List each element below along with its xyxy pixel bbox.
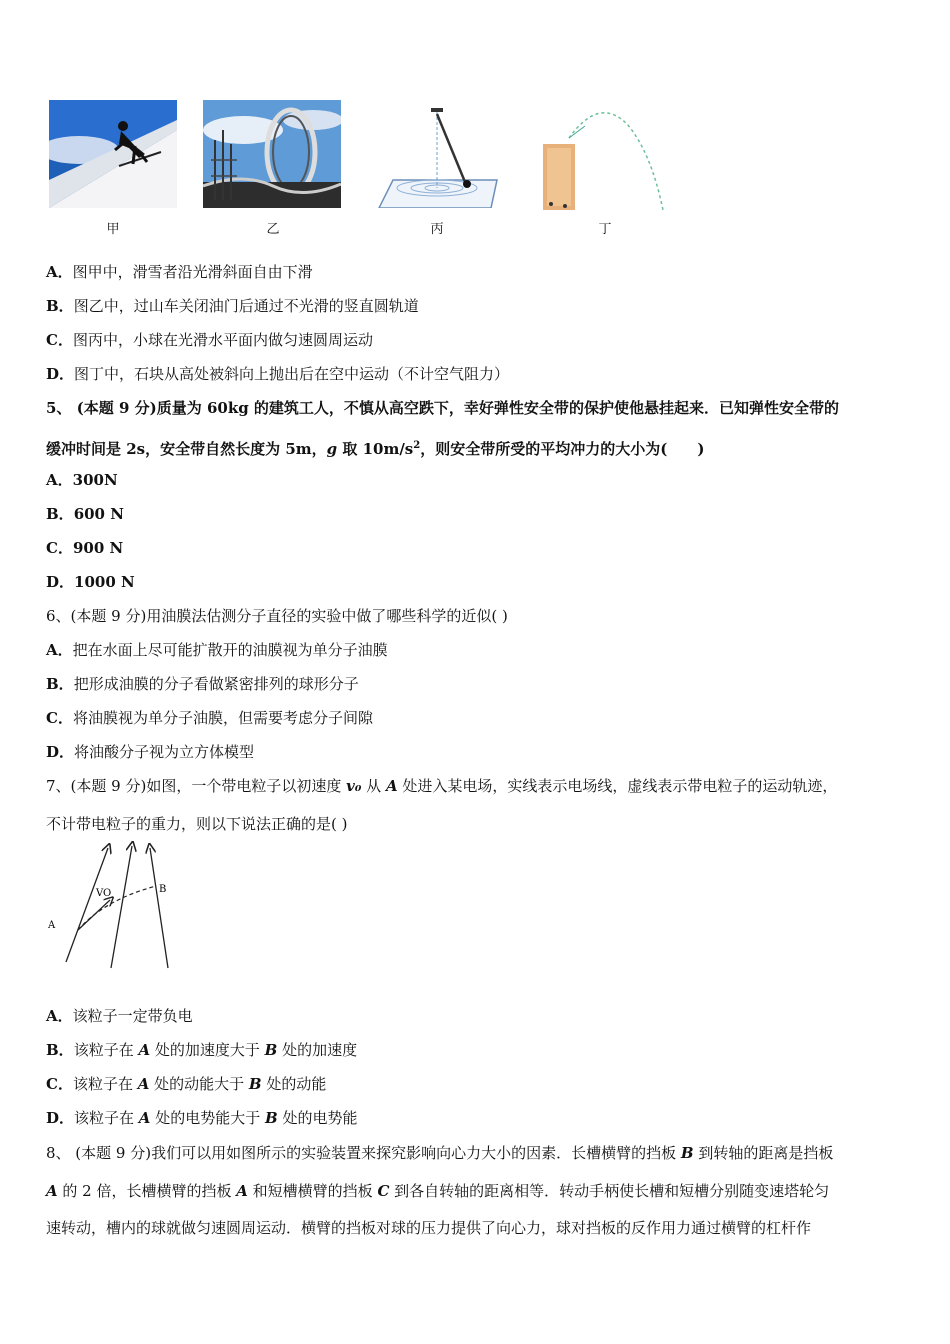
q8-text: 8、 (本题 9 分)我们可以用如图所示的实验装置来探究影响向心力大小的因素．长槽横臂的挡板 xyxy=(46,1144,681,1162)
skier-on-slope-icon xyxy=(49,100,177,208)
q7-figure xyxy=(44,840,184,976)
q7-option-b xyxy=(46,1040,357,1060)
q5-text: ，则安全带所受的平均冲力的大小为( ) xyxy=(420,440,705,458)
q7-stem-line1 xyxy=(46,776,837,796)
q6-stem: 6、(本题 9 分)用油膜法估测分子直径的实验中做了哪些科学的近似( ) xyxy=(46,607,508,625)
option-letter: A． xyxy=(46,641,73,659)
q4-option-b xyxy=(46,296,419,316)
q7-option-a xyxy=(46,1006,193,1026)
q7-option-c xyxy=(46,1074,326,1094)
option-text: 将油酸分子视为立方体模型 xyxy=(74,743,255,761)
option-text: 处的电势能大于 xyxy=(150,1109,265,1127)
figure-jia-caption: 甲 xyxy=(106,222,120,237)
option-text: 该粒子在 xyxy=(73,1041,139,1059)
option-letter: B． xyxy=(46,1041,74,1059)
option-text: 图丁中，石块从高处被斜向上抛出后在空中运动（不计空气阻力） xyxy=(74,365,510,383)
option-text: 将油膜视为单分子油膜，但需要考虑分子间隙 xyxy=(72,709,373,727)
option-text: 300N xyxy=(72,471,118,489)
var-b: B xyxy=(264,1041,278,1059)
option-text: 图甲中，滑雪者沿光滑斜面自由下滑 xyxy=(72,263,313,281)
q6-option-d xyxy=(46,742,254,762)
q8-text: 的 2 倍，长槽横臂的挡板 xyxy=(57,1182,237,1200)
q5-option-b xyxy=(46,504,124,524)
figure-yi-caption: 乙 xyxy=(266,222,280,237)
q8-text: 和短槽横臂的挡板 xyxy=(247,1182,378,1200)
q8-var-b: B xyxy=(680,1144,694,1162)
option-text: 处的加速度大于 xyxy=(150,1041,265,1059)
q8-var-c: C xyxy=(377,1182,390,1200)
option-text: 900 N xyxy=(72,539,124,557)
projectile-from-cliff-icon xyxy=(539,100,679,212)
q5-var-g: g xyxy=(326,440,338,458)
q5-option-d xyxy=(46,572,135,592)
figure-yi xyxy=(203,100,341,237)
roller-coaster-loop-icon xyxy=(203,100,341,208)
q6-option-a xyxy=(46,640,388,660)
option-letter: C． xyxy=(46,539,73,557)
option-text: 把形成油膜的分子看做紧密排列的球形分子 xyxy=(73,675,359,693)
figure-jia xyxy=(49,100,177,237)
option-text: 图乙中，过山车关闭油门后通过不光滑的竖直圆轨道 xyxy=(73,297,419,315)
q5-stem-line1: 5、 (本题 9 分)质量为 60kg 的建筑工人，不慎从高空跌下，幸好弹性安全带的保护使他悬挂起来．已知弹性安全带的 xyxy=(46,399,839,417)
option-letter: A． xyxy=(46,1007,73,1025)
option-letter: D． xyxy=(46,743,75,761)
option-letter: D． xyxy=(46,573,75,591)
q5-text: 缓冲时间是 2s，安全带自然长度为 5m， xyxy=(46,440,327,458)
label-b: B xyxy=(159,884,167,895)
q7-var-v0: v₀ xyxy=(346,777,362,795)
q8-stem-line3: 速转动，槽内的球就做匀速圆周运动．横臂的挡板对球的压力提供了向心力，球对挡板的反作用力通过横臂的杠杆作 xyxy=(46,1219,812,1237)
q6-option-b xyxy=(46,674,359,694)
q7-text: 处进入某电场，实线表示电场线，虚线表示带电粒子的运动轨迹， xyxy=(397,777,838,795)
conical-pendulum-icon xyxy=(373,100,503,208)
var-a: A xyxy=(138,1041,151,1059)
q4-figures xyxy=(45,100,685,240)
label-a: A xyxy=(48,920,56,931)
option-letter: A． xyxy=(46,263,73,281)
option-text: 处的加速度 xyxy=(277,1041,358,1059)
figure-bing xyxy=(373,100,503,237)
option-letter: B． xyxy=(46,297,74,315)
option-text: 处的动能 xyxy=(261,1075,327,1093)
q8-stem-line2 xyxy=(46,1181,829,1201)
q7-text: 7、(本题 9 分)如图，一个带电粒子以初速度 xyxy=(46,777,347,795)
q8-text: 到各自转轴的距离相等．转动手柄使长槽和短槽分别随变速塔轮匀 xyxy=(389,1182,830,1200)
q5-stem-line2 xyxy=(46,436,704,459)
option-text: 图丙中，小球在光滑水平面内做匀速圆周运动 xyxy=(72,331,373,349)
option-text: 600 N xyxy=(73,505,124,523)
option-text: 该粒子在 xyxy=(72,1075,138,1093)
figure-bing-caption: 丙 xyxy=(430,222,444,237)
option-text: 该粒子在 xyxy=(74,1109,139,1127)
option-letter: A． xyxy=(46,471,73,489)
option-text: 1000 N xyxy=(74,573,135,591)
option-letter: B． xyxy=(46,505,74,523)
option-letter: B． xyxy=(46,675,74,693)
q8-var-a: A xyxy=(236,1182,248,1200)
option-letter: C． xyxy=(46,709,73,727)
q8-var-a: A xyxy=(46,1182,58,1200)
option-text: 处的动能大于 xyxy=(149,1075,249,1093)
q6-option-c xyxy=(46,708,373,728)
option-letter: C． xyxy=(46,331,73,349)
q5-text: 取 10m/s xyxy=(337,440,414,458)
var-a: A xyxy=(137,1075,150,1093)
q5-superscript: 2 xyxy=(413,440,421,451)
option-letter: C． xyxy=(46,1075,73,1093)
option-text: 处的电势能 xyxy=(277,1109,358,1127)
q8-text: 到转轴的距离是挡板 xyxy=(693,1144,834,1162)
q4-option-c xyxy=(46,330,373,350)
q5-option-a xyxy=(46,470,118,490)
option-letter: D． xyxy=(46,1109,75,1127)
option-text: 把在水面上尽可能扩散开的油膜视为单分子油膜 xyxy=(72,641,388,659)
q4-option-a xyxy=(46,262,313,282)
var-a: A xyxy=(138,1109,151,1127)
q8-stem-line1 xyxy=(46,1143,833,1163)
q7-text: 从 xyxy=(361,777,386,795)
field-line xyxy=(150,848,168,968)
q4-option-d xyxy=(46,364,509,384)
q7-option-d xyxy=(46,1108,357,1128)
field-line xyxy=(66,848,108,962)
figure-ding-caption: 丁 xyxy=(598,222,612,237)
option-text: 该粒子一定带负电 xyxy=(72,1007,193,1025)
var-b: B xyxy=(248,1075,262,1093)
electric-field-lines-diagram xyxy=(44,840,184,972)
q7-var-a: A xyxy=(385,777,398,795)
q7-stem-line2: 不计带电粒子的重力，则以下说法正确的是( ) xyxy=(46,815,348,833)
field-line xyxy=(111,846,132,968)
q5-option-c xyxy=(46,538,123,558)
figure-ding xyxy=(539,100,679,237)
option-letter: D． xyxy=(46,365,75,383)
var-b: B xyxy=(264,1109,278,1127)
label-v0: VO xyxy=(96,888,112,899)
trajectory xyxy=(78,886,156,930)
